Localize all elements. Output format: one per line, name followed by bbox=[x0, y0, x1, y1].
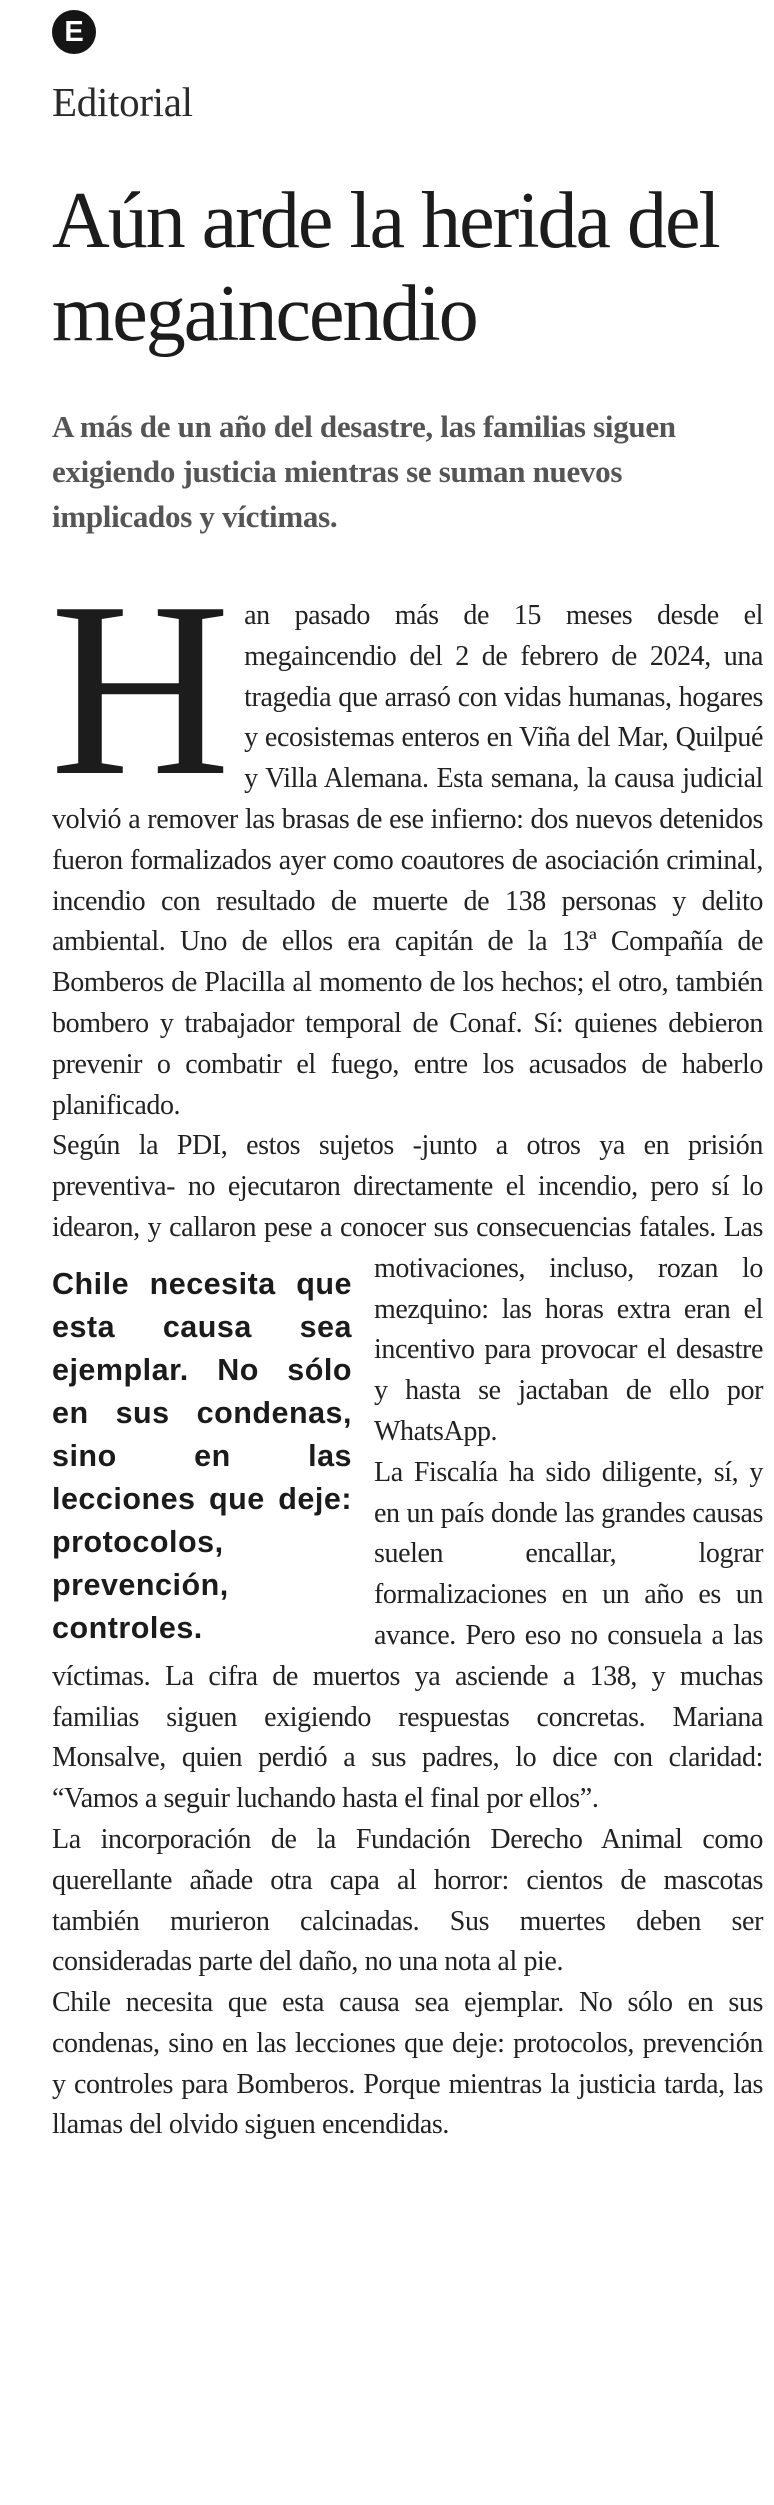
drop-cap: H bbox=[50, 551, 231, 828]
article-body bbox=[50, 551, 763, 2146]
paragraph-2-text-intro: Según la PDI, estos sujetos -junto a otros ya en prisión preventiva- no ejecutaron directamente el incendio, pero sí lo idearon, y callaron pese a conocer sus consecuencias fatales. Las motivaciones, inclu bbox=[52, 1130, 763, 1284]
paragraph-1-text: an pasado más de 15 meses desde el megaincendio del 2 de febrero de 2024, una tragedia que arrasó con vidas humanas, hogares y ecosistemas enteros en Viña del Mar, Quilpué y Villa Alemana. Esta semana, la causa judicial volvió a remover las brasas de ese infierno: dos nuevos detenidos fueron formalizados ayer como coautores de asociación criminal, incendio con resultado de muerte de 138 personas y delito ambiental. Uno de ellos era capitán de la 13ª Compañía de Bomberos de Placilla al momento de los hechos; el otro, también bombero y trabajador temporal de Conaf. Sí: quienes debieron prevenir o combatir el fuego, entre los acusados de haberlo planificado. bbox=[52, 600, 763, 1121]
article-headline: Aún arde la herida del megaincendio bbox=[52, 177, 719, 358]
section-badge-icon bbox=[52, 10, 96, 54]
article-paragraph-3: La Fiscalía ha sido diligente, sí, y en un país donde las grandes causas suelen encallar, lograr formalizaciones en un año es un avance. Pero eso no consuela a las víctimas. La cifra de muertos ya asciende a 138, y muchas familias siguen exigiendo respuestas concretas. Mariana Monsalve, quien perdió a sus padres, lo dice con claridad: “Vamos a seguir luchando hasta el final por ellos”. bbox=[52, 1456, 763, 1815]
section-label: Editorial bbox=[52, 79, 193, 125]
article-paragraph-4: La incorporación de la Fundación Derecho Animal como querellante añade otra capa al horror: cientos de mascotas también murieron calcinadas. Sus muertes deben ser consideradas parte del daño, no una nota al pie. bbox=[52, 1823, 763, 1978]
article-paragraph-5: Chile necesita que esta causa sea ejemplar. No sólo en sus condenas, sino en las lecciones que deje: protocolos, prevención y controles para Bomberos. Porque mientras la justicia tarda, las llamas del olvido siguen encendidas. bbox=[52, 1987, 763, 2141]
paragraph-2-text-rest: so, rozan lo mezquino: las horas extra eran el incentivo para provocar el desastre y hasta se jactaban de ello por WhatsApp. bbox=[374, 1252, 763, 1447]
pull-quote: Chile necesita que esta causa sea ejemplar. No sólo en sus condenas, sino en las lecciones que deje: protocolos, prevención, controles. bbox=[52, 1266, 352, 1645]
section-badge-letter: E bbox=[64, 16, 84, 48]
article-paragraph-1 bbox=[50, 551, 763, 1126]
article-deck: A más de un año del desastre, las familias siguen exigiendo justicia mientras se suman nuevos implicados y víctimas. bbox=[52, 409, 676, 534]
